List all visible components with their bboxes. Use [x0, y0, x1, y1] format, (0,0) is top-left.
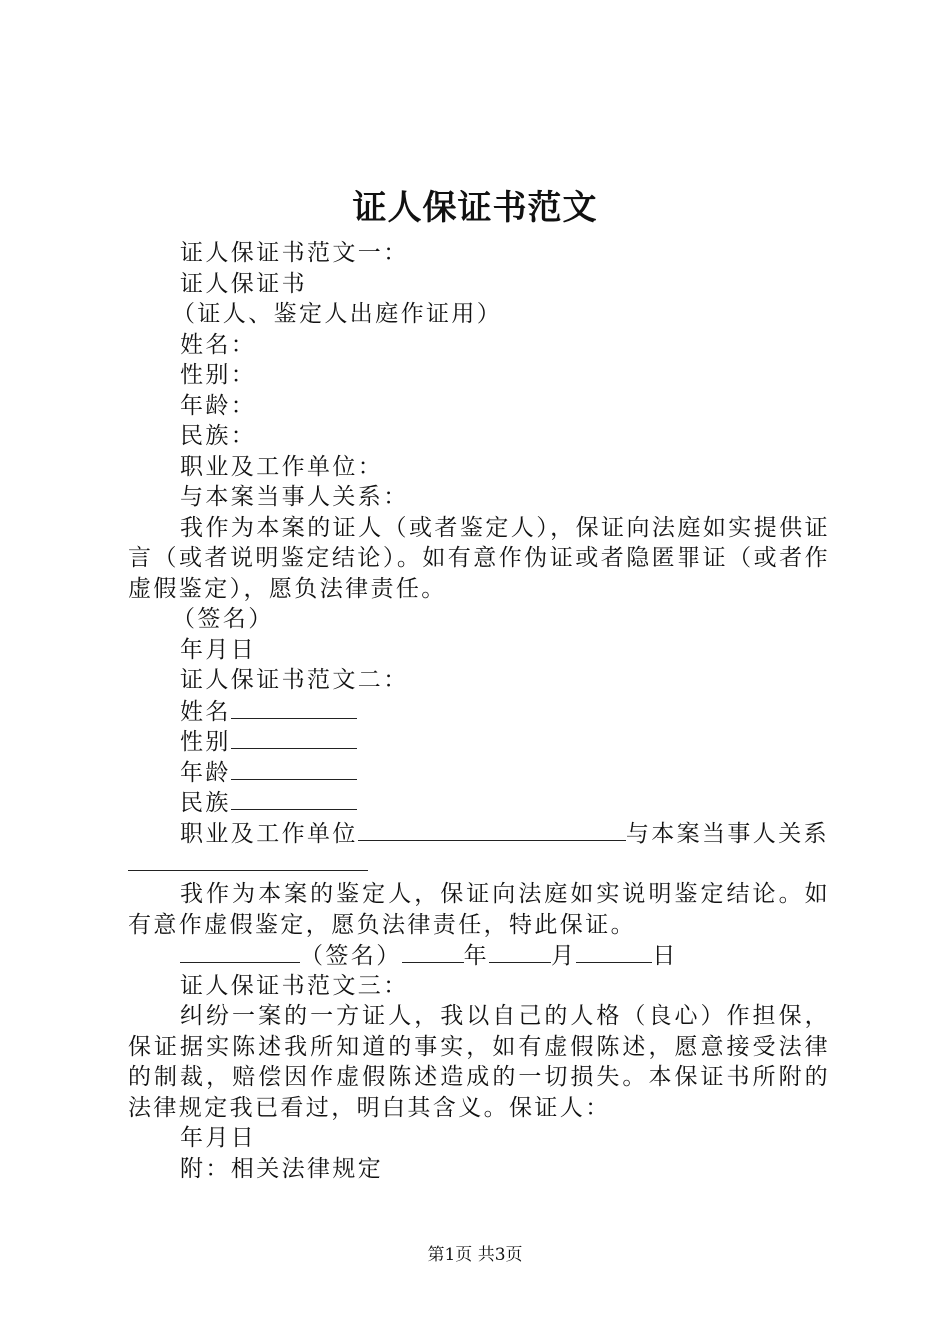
- section2-gender-label: 性别: [180, 729, 231, 755]
- section3-date: 年月日: [180, 1125, 257, 1151]
- section2-occupation-row: [128, 818, 830, 849]
- section2-heading: 证人保证书范文二：: [180, 667, 409, 693]
- field-gender-label: 性别：: [180, 362, 257, 388]
- day-blank: [576, 940, 652, 963]
- section3-statement: 纠纷一案的一方证人，我以自己的人格（良心）作担保，保证据实陈述我所知道的事实，如有虚假陈述，愿意接受法律的制裁，赔偿因作虚假陈述造成的一切损失。本保证书所附的法律规定我已看过，明白其含义。保证人：: [128, 1003, 830, 1121]
- section2-name-label: 姓名: [180, 698, 231, 725]
- section1-signature: （签名）: [172, 606, 274, 632]
- document-body: [128, 238, 830, 1184]
- field-ethnicity-label: 民族：: [180, 423, 257, 449]
- age-blank: [231, 757, 357, 780]
- field-relation-label: 与本案当事人关系：: [180, 484, 409, 510]
- section1-statement: 我作为本案的证人（或者鉴定人），保证向法庭如实提供证言（或者说明鉴定结论）。如有意作伪证或者隐匿罪证（或者作虚假鉴定），愿负法律责任。: [128, 514, 830, 602]
- section2-age-row: [128, 757, 830, 788]
- page-footer: 第1页 共3页: [427, 1245, 523, 1265]
- section1-note: （证人、鉴定人出庭作证用）: [172, 301, 503, 327]
- section1-subtitle: 证人保证书: [180, 270, 307, 297]
- section2-ethnicity-row: [128, 787, 830, 818]
- section1-heading: 证人保证书范文一：: [180, 240, 409, 266]
- section2-name-row: [128, 696, 830, 727]
- field-age-label: 年龄：: [180, 392, 257, 419]
- section2-relation-label: 与本案当事人关系: [625, 820, 830, 847]
- relation-blank: [128, 848, 368, 871]
- section2-gender-row: [128, 726, 830, 757]
- section3-heading: 证人保证书范文三：: [180, 972, 409, 999]
- section2-ethnicity-label: 民族: [180, 790, 231, 816]
- section2-year: 年: [463, 943, 490, 969]
- month-blank: [489, 940, 551, 963]
- section1-date: 年月日: [180, 636, 257, 663]
- gender-blank: [231, 726, 357, 749]
- section2-signature: （签名）: [300, 943, 402, 969]
- field-name-label: 姓名：: [180, 331, 257, 358]
- section2-occupation-label: 职业及工作单位: [180, 820, 358, 847]
- field-occupation-label: 职业及工作单位：: [180, 453, 384, 480]
- section2-statement: 我作为本案的鉴定人，保证向法庭如实说明鉴定结论。如有意作虚假鉴定，愿负法律责任，特此保证。: [128, 881, 830, 938]
- section2-day: 日: [652, 943, 678, 969]
- section3-attachment: 附：相关法律规定: [180, 1155, 384, 1182]
- signature-blank: [180, 940, 300, 963]
- occupation-blank: [358, 818, 626, 841]
- section2-age-label: 年龄: [180, 759, 231, 786]
- section2-month: 月: [551, 943, 577, 969]
- document-title: 证人保证书范文: [352, 188, 598, 228]
- ethnicity-blank: [231, 787, 357, 810]
- section2-signature-row: [128, 940, 830, 971]
- name-blank: [231, 696, 357, 719]
- year-blank: [402, 940, 464, 963]
